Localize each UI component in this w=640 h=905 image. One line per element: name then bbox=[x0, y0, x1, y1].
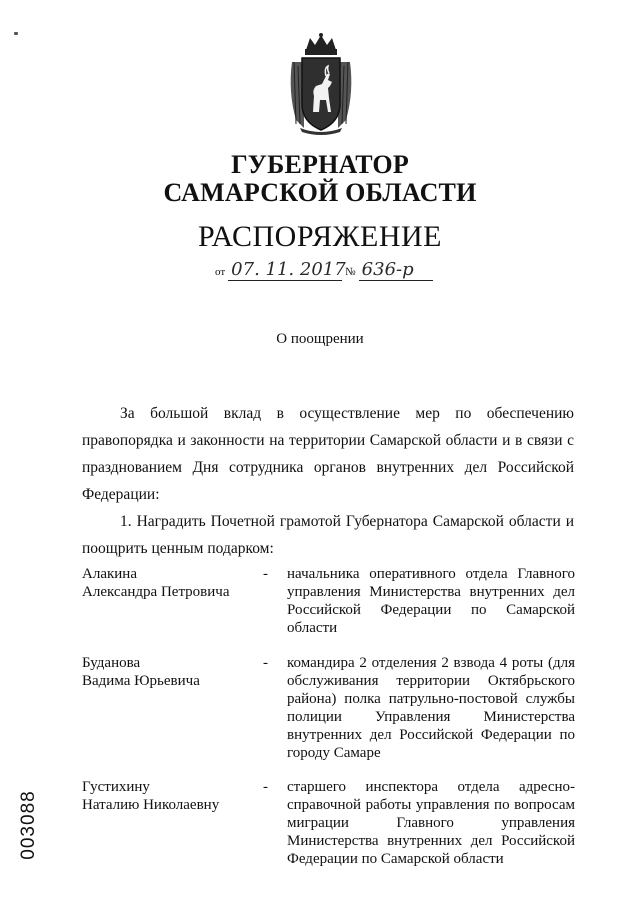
awardee-given-names: Наталию Николаевну bbox=[82, 797, 220, 813]
serial-number-text: 003088 bbox=[18, 790, 39, 860]
intro-paragraph: За большой вклад в осуществление мер по обеспечению правопорядка и законности на территории Самарской области и в связи с празднованием Дня сотрудника органов внутренних дел Российской Федерации: bbox=[82, 405, 574, 503]
awardee-surname: Алакина bbox=[82, 566, 137, 582]
awardee-name bbox=[82, 565, 257, 601]
date-label: от bbox=[215, 266, 226, 278]
serial-number bbox=[14, 780, 44, 870]
item1-paragraph: 1. Наградить Почетной грамотой Губернатора Самарской области и поощрить ценным подарком: bbox=[82, 513, 574, 557]
awardee-position: старшего инспектора отдела адресно-справочной работы управления по вопросам миграции Главного управления Министерства внутренних дел Российской Федерации по Самарской области bbox=[287, 779, 575, 867]
awardee-position: командира 2 отделения 2 взвода 4 роты (для обслуживания территории Октябрьского района) полка патрульно-постовой службы полиции Управления Министерства внутренних дел Российской Федерации по городу Самаре bbox=[287, 655, 575, 761]
registration-line bbox=[215, 260, 433, 281]
header-title-line1: ГУБЕРНАТОР bbox=[231, 150, 409, 179]
document-type: РАСПОРЯЖЕНИЕ bbox=[197, 220, 443, 253]
awardee-given-names: Вадима Юрьевича bbox=[82, 673, 200, 689]
handwritten-date: 07. 11. 2017 bbox=[228, 260, 342, 281]
awardee-surname: Густихину bbox=[82, 779, 150, 795]
awardee-position: начальника оперативного отдела Главного управления Министерства внутренних дел Российской Федерации по Самарской области bbox=[287, 566, 575, 636]
document-subject: О поощрении bbox=[276, 331, 364, 347]
header-title-line2: САМАРСКОЙ ОБЛАСТИ bbox=[163, 178, 477, 207]
awardee-name bbox=[82, 778, 257, 814]
entry-dash: - bbox=[263, 779, 268, 795]
awardee-surname: Буданова bbox=[82, 655, 141, 671]
awardee-given-names: Александра Петровича bbox=[82, 584, 230, 600]
number-label: № bbox=[345, 266, 356, 278]
handwritten-number: 636-р bbox=[359, 260, 433, 281]
entry-dash: - bbox=[263, 655, 268, 671]
scan-speck bbox=[14, 32, 18, 35]
samara-coat-of-arms-icon bbox=[286, 32, 356, 136]
entry-dash: - bbox=[263, 566, 268, 582]
awardee-name bbox=[82, 654, 257, 690]
